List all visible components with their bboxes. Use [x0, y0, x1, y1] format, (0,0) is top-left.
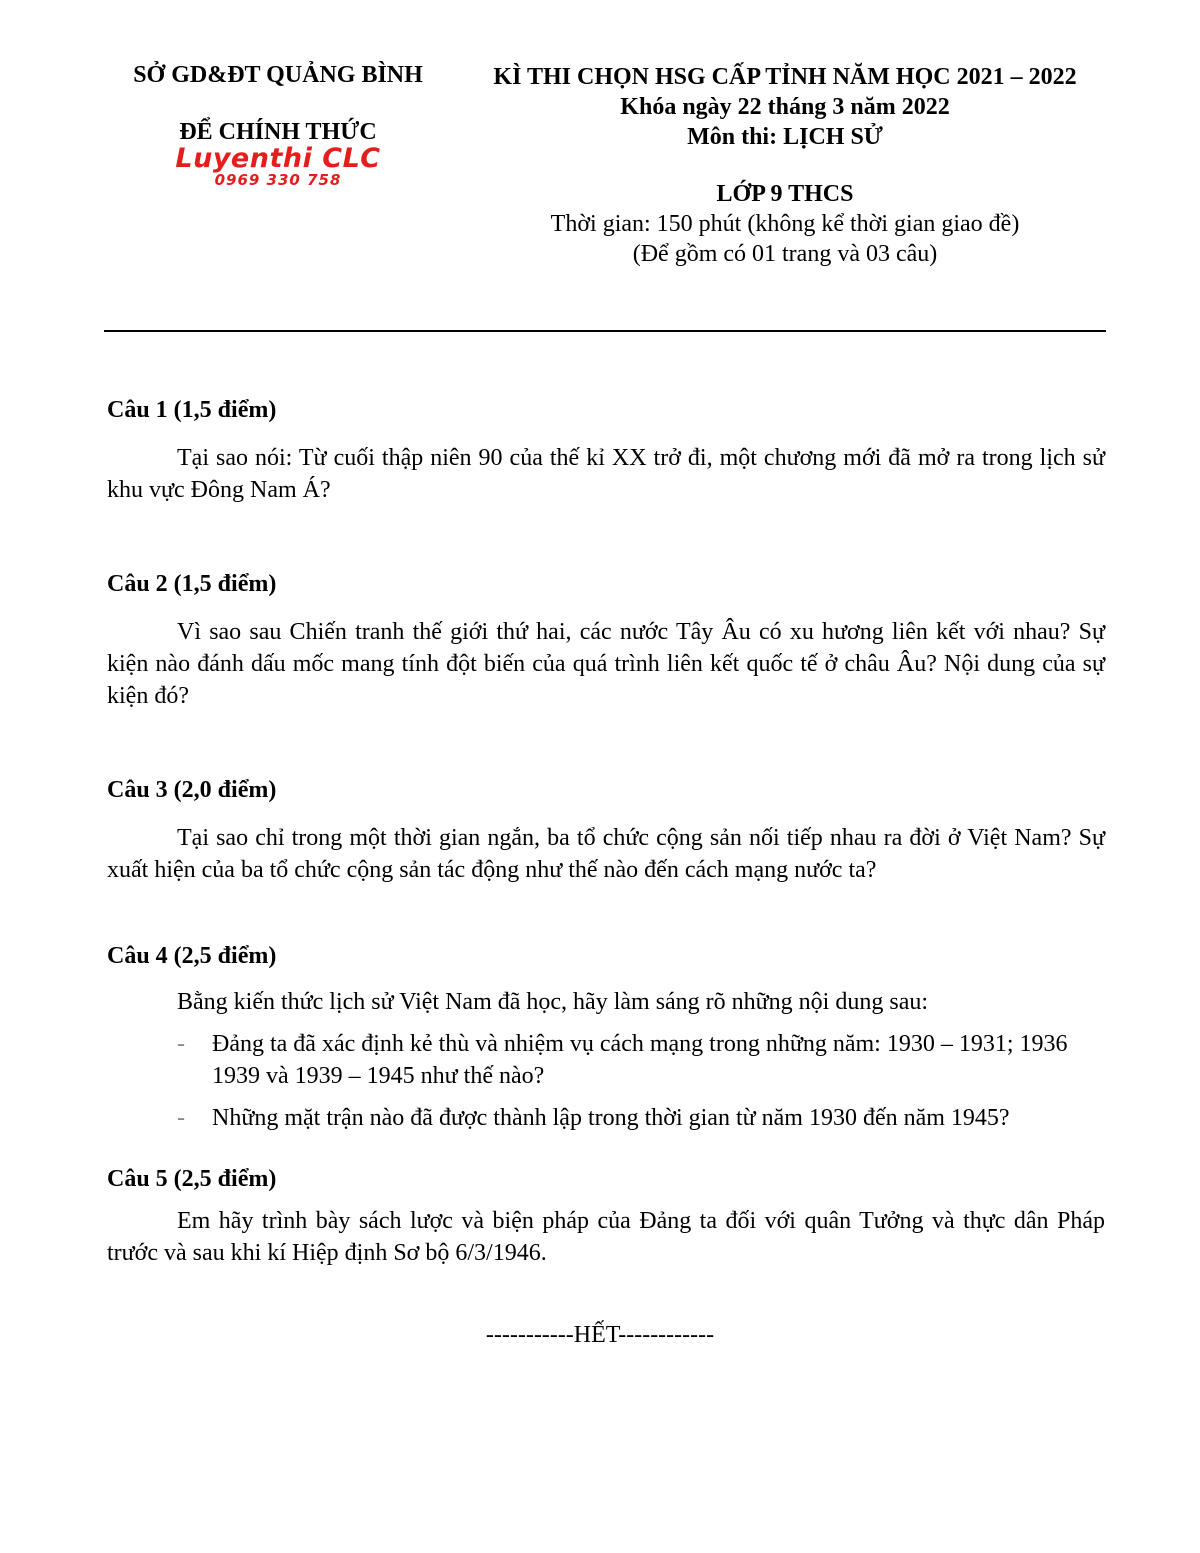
question-4 [107, 940, 1105, 1134]
question-3 [107, 774, 1105, 886]
agency-name: SỞ GD&ĐT QUẢNG BÌNH [133, 62, 423, 88]
question-body: Em hãy trình bày sách lược và biện pháp của Đảng ta đối với quân Tưởng và thực dân Pháp trước và sau khi kí Hiệp định Sơ bộ 6/3/1946. [107, 1208, 1105, 1266]
question-title: Câu 2 (1,5 điểm) [107, 571, 277, 597]
exam-title: KÌ THI CHỌN HSG CẤP TỈNH NĂM HỌC 2021 – 2022 [493, 64, 1077, 90]
header-left [108, 62, 448, 188]
question-1 [107, 394, 1105, 506]
exam-date: Khóa ngày 22 tháng 3 năm 2022 [620, 94, 950, 120]
watermark-name: Luyenthi CLC [175, 143, 381, 174]
question-5 [107, 1163, 1105, 1269]
exam-pages-note: (Để gồm có 01 trang và 03 câu) [632, 241, 938, 267]
bullet-text: Đảng ta đã xác định kẻ thù và nhiệm vụ cách mạng trong những năm: 1930 – 1931; 1936 1939 và 1939 – 1945 như thế nào? [212, 1031, 1068, 1089]
question-body: Tại sao chỉ trong một thời gian ngắn, ba tổ chức cộng sản nối tiếp nhau ra đời ở Việt Nam? Sự xuất hiện của ba tổ chức cộng sản tác động như thế nào đến cách mạng nước ta? [107, 825, 1105, 883]
official-exam-label: ĐỂ CHÍNH THỨC [179, 119, 377, 145]
bullet-text: Những mặt trận nào đã được thành lập trong thời gian từ năm 1930 đến năm 1945? [212, 1105, 1010, 1131]
question-2 [107, 568, 1105, 712]
exam-subject: Môn thi: LỊCH SỬ [687, 124, 883, 150]
question-title: Câu 5 (2,5 điểm) [107, 1166, 277, 1192]
exam-duration: Thời gian: 150 phút (không kể thời gian giao đề) [550, 211, 1020, 237]
question-bullet [107, 1028, 1105, 1092]
question-title: Câu 4 (2,5 điểm) [107, 943, 277, 969]
question-title: Câu 1 (1,5 điểm) [107, 397, 277, 423]
end-marker: -----------HẾT------------ [485, 1322, 715, 1348]
question-title: Câu 3 (2,0 điểm) [107, 777, 277, 803]
question-intro: Bằng kiến thức lịch sử Việt Nam đã học, hãy làm sáng rõ những nội dung sau: [177, 989, 929, 1015]
exam-grade: LỚP 9 THCS [716, 181, 854, 207]
bullet-dash: - [177, 1105, 185, 1131]
header-right [440, 62, 1130, 269]
bullet-dash: - [177, 1031, 185, 1057]
question-body: Vì sao sau Chiến tranh thế giới thứ hai, các nước Tây Âu có xu hương liên kết với nhau? Sự kiện nào đánh dấu mốc mang tính đột biến của quá trình liên kết quốc tế ở châu Âu? Nội dung của sự kiện đó? [107, 619, 1105, 709]
header-divider [104, 330, 1106, 332]
question-bullet [107, 1102, 1105, 1134]
watermark-phone: 0969 330 758 [214, 171, 342, 189]
question-body: Tại sao nói: Từ cuối thập niên 90 của thế kỉ XX trở đi, một chương mới đã mở ra trong lịch sử khu vực Đông Nam Á? [107, 445, 1105, 503]
